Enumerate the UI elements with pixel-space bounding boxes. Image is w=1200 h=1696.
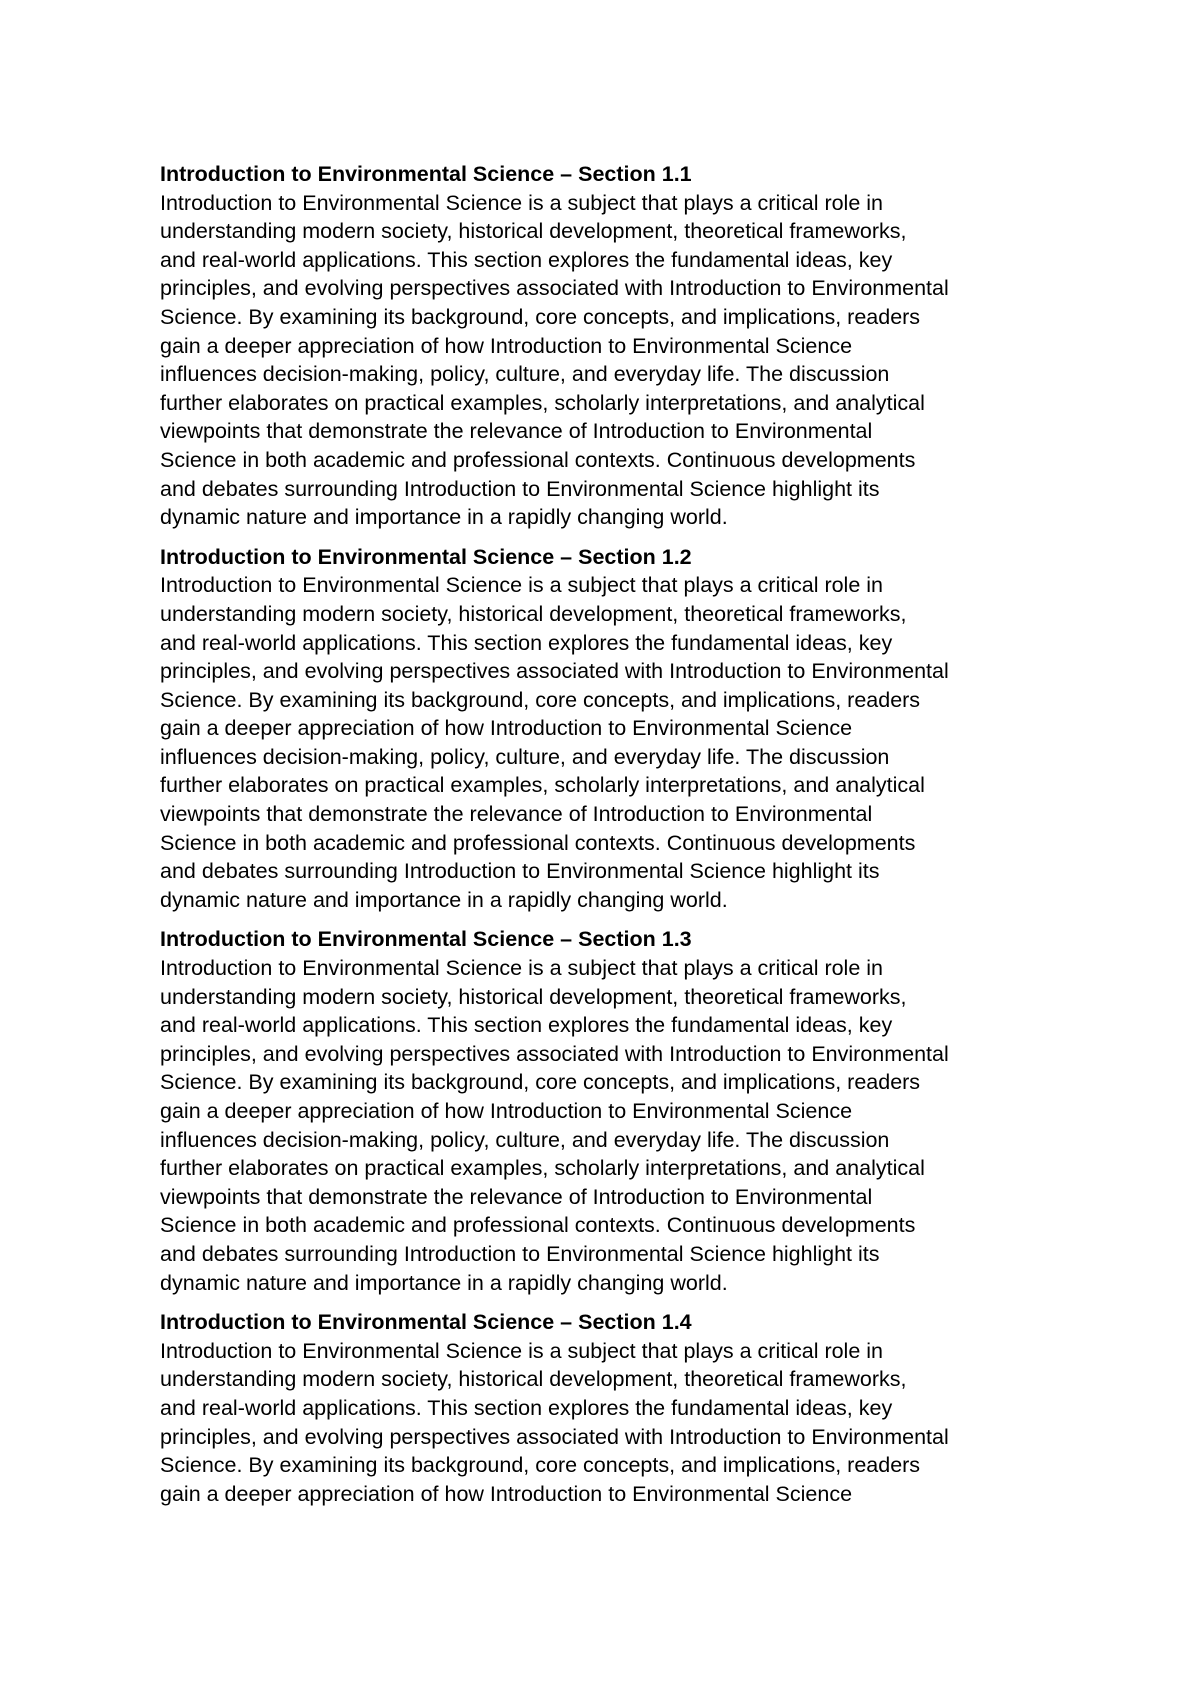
text-line: viewpoints that demonstrate the relevance of Introduction to Environmental (160, 802, 873, 827)
section-paragraph (160, 189, 1060, 532)
text-line: Introduction to Environmental Science is a subject that plays a critical role in (160, 573, 884, 598)
text-line: gain a deeper appreciation of how Introduction to Environmental Science (160, 1481, 853, 1506)
section-paragraph (160, 954, 1060, 1297)
text-line: further elaborates on practical examples, scholarly interpretations, and analytical (160, 390, 925, 415)
text-line: principles, and evolving perspectives associated with Introduction to Environmental (160, 659, 949, 684)
section-paragraph (160, 1337, 1060, 1509)
text-line: and debates surrounding Introduction to Environmental Science highlight its (160, 859, 880, 884)
text-line: Introduction to Environmental Science is a subject that plays a critical role in (160, 190, 884, 215)
section-paragraph (160, 571, 1060, 914)
text-line: gain a deeper appreciation of how Introduction to Environmental Science (160, 716, 853, 741)
section-1-4 (160, 1308, 1060, 1508)
text-line: viewpoints that demonstrate the relevance of Introduction to Environmental (160, 419, 873, 444)
text-line: and real-world applications. This section explores the fundamental ideas, key (160, 247, 893, 272)
text-line: and real-world applications. This section explores the fundamental ideas, key (160, 1395, 893, 1420)
section-heading: Introduction to Environmental Science – Section 1.3 (160, 927, 692, 952)
text-line: Science. By examining its background, core concepts, and implications, readers (160, 1453, 921, 1478)
text-line: gain a deeper appreciation of how Introduction to Environmental Science (160, 333, 853, 358)
text-line: principles, and evolving perspectives associated with Introduction to Environmental (160, 1041, 949, 1066)
text-line: further elaborates on practical examples, scholarly interpretations, and analytical (160, 773, 925, 798)
text-line: and real-world applications. This section explores the fundamental ideas, key (160, 1013, 893, 1038)
text-line: understanding modern society, historical development, theoretical frameworks, (160, 1367, 907, 1392)
text-line: understanding modern society, historical development, theoretical frameworks, (160, 601, 907, 626)
text-line: principles, and evolving perspectives associated with Introduction to Environmental (160, 1424, 949, 1449)
text-line: Science. By examining its background, core concepts, and implications, readers (160, 1070, 921, 1095)
text-line: and real-world applications. This section explores the fundamental ideas, key (160, 630, 893, 655)
text-line: understanding modern society, historical development, theoretical frameworks, (160, 219, 907, 244)
section-1-3 (160, 925, 1060, 1297)
section-heading: Introduction to Environmental Science – Section 1.4 (160, 1310, 692, 1335)
text-line: and debates surrounding Introduction to Environmental Science highlight its (160, 1241, 880, 1266)
document-content (160, 160, 1060, 1519)
section-heading: Introduction to Environmental Science – Section 1.2 (160, 544, 692, 569)
text-line: Science in both academic and professional contexts. Continuous developments (160, 830, 916, 855)
text-line: principles, and evolving perspectives associated with Introduction to Environmental (160, 276, 949, 301)
text-line: dynamic nature and importance in a rapidly changing world. (160, 1270, 728, 1295)
text-line: Introduction to Environmental Science is a subject that plays a critical role in (160, 956, 884, 981)
text-line: Science in both academic and professional contexts. Continuous developments (160, 1213, 916, 1238)
text-line: dynamic nature and importance in a rapidly changing world. (160, 887, 728, 912)
section-1-2 (160, 543, 1060, 915)
text-line: Introduction to Environmental Science is a subject that plays a critical role in (160, 1338, 884, 1363)
text-line: understanding modern society, historical development, theoretical frameworks, (160, 984, 907, 1009)
text-line: influences decision-making, policy, culture, and everyday life. The discussion (160, 1127, 890, 1152)
text-line: dynamic nature and importance in a rapidly changing world. (160, 505, 728, 530)
text-line: viewpoints that demonstrate the relevance of Introduction to Environmental (160, 1184, 873, 1209)
text-line: further elaborates on practical examples, scholarly interpretations, and analytical (160, 1156, 925, 1181)
text-line: Science. By examining its background, core concepts, and implications, readers (160, 304, 921, 329)
text-line: influences decision-making, policy, culture, and everyday life. The discussion (160, 744, 890, 769)
text-line: gain a deeper appreciation of how Introduction to Environmental Science (160, 1099, 853, 1123)
text-line: Science in both academic and professional contexts. Continuous developments (160, 447, 916, 472)
text-line: and debates surrounding Introduction to Environmental Science highlight its (160, 476, 880, 501)
text-line: Science. By examining its background, core concepts, and implications, readers (160, 687, 921, 712)
text-line: influences decision-making, policy, culture, and everyday life. The discussion (160, 362, 890, 387)
section-1-1 (160, 160, 1060, 532)
section-heading: Introduction to Environmental Science – Section 1.1 (160, 162, 692, 186)
